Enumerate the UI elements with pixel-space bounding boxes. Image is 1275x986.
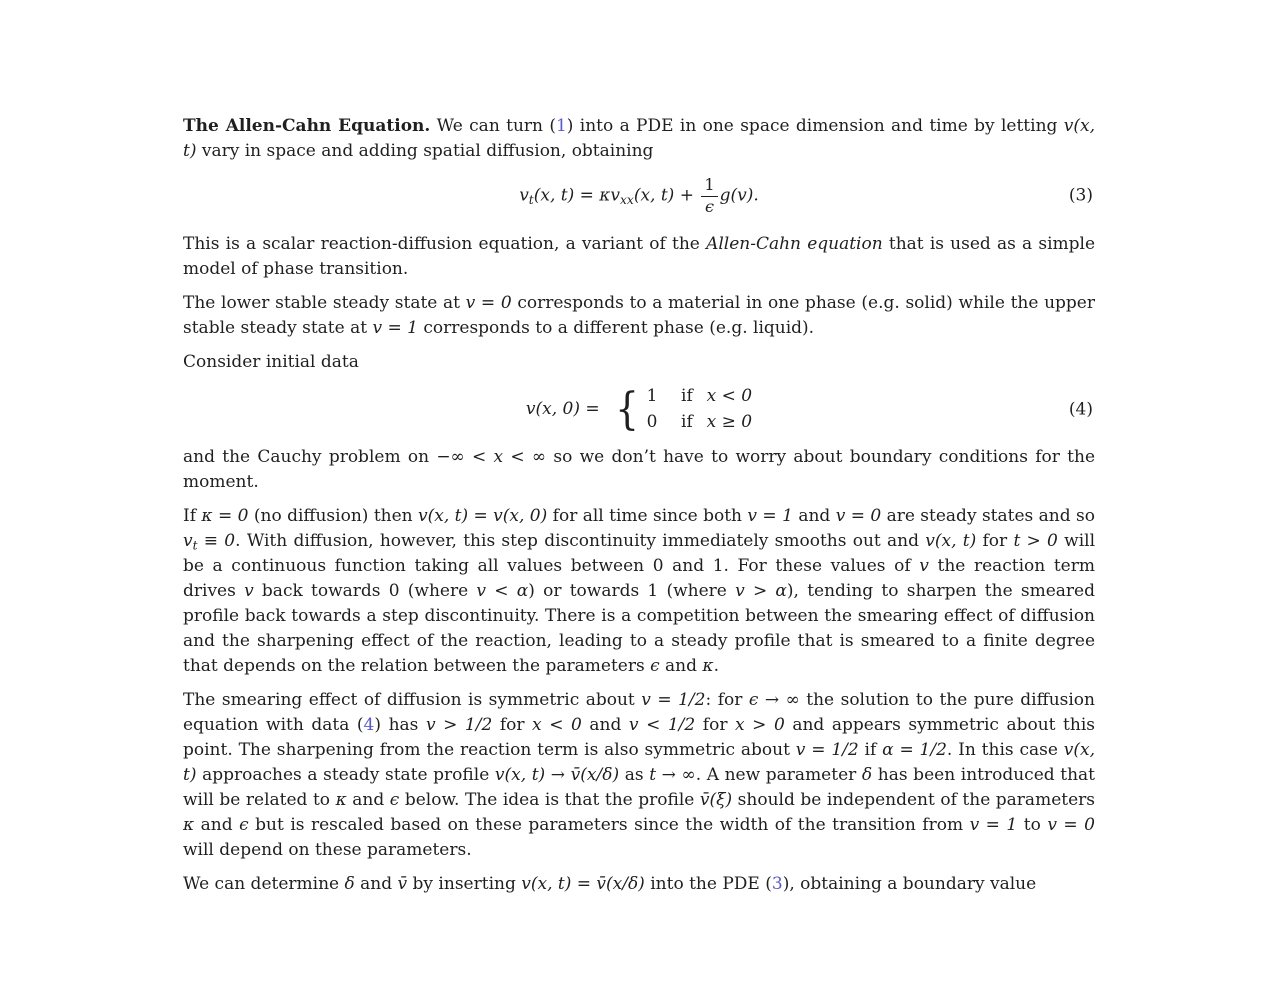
equation-ref-link[interactable]: 3 — [771, 874, 783, 895]
text-run: if — [858, 740, 883, 761]
cases-brace: { — [615, 383, 639, 435]
text-run: will depend on these parameters. — [183, 840, 472, 861]
text-run: This is a scalar reaction-diffusion equation, a variant of the — [183, 234, 707, 255]
text-run: Allen-Cahn equation — [706, 234, 883, 255]
fraction-denominator: ϵ — [704, 196, 715, 216]
text-run: The Allen-Cahn Equation. — [183, 116, 431, 136]
text-run: that is used as a simple model of phase transition. — [183, 234, 1096, 280]
math-run: κ — [183, 815, 195, 836]
text-run: approaches a steady state profile — [196, 765, 495, 786]
math-run: κ = 0 — [201, 506, 249, 527]
case-if-word: if — [681, 386, 699, 407]
math-run: ϵ — [389, 790, 400, 811]
case-expression: x < 0 — [706, 386, 753, 407]
case-value: 0 — [646, 412, 658, 433]
text-run: ), obtaining a boundary value — [782, 874, 1037, 895]
paragraph — [183, 291, 1095, 341]
text-run: and the Cauchy problem on — [183, 447, 437, 468]
text-run: for all time since both — [547, 506, 748, 527]
math-run: v(x, t) → v̄(x/δ) — [494, 765, 620, 786]
math-run: δ — [344, 874, 355, 895]
document-body — [183, 114, 1095, 906]
text-run: and — [581, 715, 629, 736]
math-run: g(v). — [719, 185, 759, 206]
text-run: are steady states and so — [881, 506, 1096, 527]
math-run: v > 1/2 — [425, 715, 493, 736]
equation-content — [526, 384, 752, 435]
math-run: x > 0 — [735, 715, 785, 736]
math-run: −∞ < x < ∞ — [436, 447, 547, 468]
text-run: so we don’t have to worry about boundary conditions for the moment. — [183, 447, 1096, 493]
case-row — [645, 384, 752, 409]
text-run: and appears symmetric about this point. The sharpening from the reaction term is also symmetric about — [183, 715, 1096, 761]
text-run: and — [346, 790, 390, 811]
text-run: . In this case — [946, 740, 1064, 761]
text-run: If — [183, 506, 202, 527]
text-run: by inserting — [407, 874, 522, 895]
text-run: and — [354, 874, 398, 895]
equation-number: (4) — [1068, 399, 1093, 420]
text-run: will be a continuous function taking all values between 0 and 1. For these values of — [183, 531, 1096, 577]
text-run: and — [792, 506, 836, 527]
math-run: v̄(ξ) — [699, 790, 733, 811]
text-run: ) has — [374, 715, 426, 736]
text-run: We can turn ( — [430, 116, 556, 136]
text-run: (no diffusion) then — [248, 506, 419, 527]
math-run: α = 1/2 — [882, 740, 947, 761]
math-run: κ — [335, 790, 347, 811]
case-condition — [681, 410, 752, 435]
math-run: v — [183, 531, 193, 552]
paragraph — [183, 232, 1095, 282]
math-run: v = 1/2 — [795, 740, 859, 761]
math-subscript: t — [528, 193, 534, 207]
math-run: v(x, t) — [183, 116, 1095, 161]
math-subscript: t — [192, 538, 198, 553]
text-run: below. The idea is that the profile — [399, 790, 700, 811]
math-run: t > 0 — [1013, 531, 1058, 552]
text-run: as — [619, 765, 650, 786]
text-run: : for — [705, 690, 749, 711]
equation-content — [519, 176, 759, 216]
text-run: . A new parameter — [695, 765, 862, 786]
math-run: x < 0 — [532, 715, 582, 736]
paragraph — [183, 872, 1095, 897]
math-run: v(x, t) — [925, 531, 977, 552]
paragraph — [183, 114, 1095, 164]
math-run: v = 0 — [835, 506, 882, 527]
math-run: κ — [702, 656, 714, 677]
math-subscript: xx — [620, 193, 634, 207]
text-run: and — [194, 815, 240, 836]
math-run: v = 1 — [747, 506, 793, 527]
text-run: back towards 0 (where — [253, 581, 477, 602]
math-run: v < 1/2 — [628, 715, 696, 736]
text-run: vary in space and adding spatial diffusion, obtaining — [196, 141, 654, 161]
text-run: ) or towards 1 (where — [528, 581, 736, 602]
math-run: (x, t) = κv — [533, 185, 621, 206]
math-run: v = 1 — [969, 815, 1018, 836]
case-if-word: if — [681, 412, 699, 433]
text-run: ) into a PDE in one space dimension and time by letting — [566, 116, 1064, 136]
display-equation — [183, 384, 1095, 435]
equation-ref-link[interactable]: 1 — [555, 116, 567, 136]
text-run: and — [659, 656, 703, 677]
text-run: but is rescaled based on these parameters since the width of the transition from — [248, 815, 970, 836]
math-run: (x, t) + — [633, 185, 700, 206]
text-run: corresponds to a material in one phase (e.g. solid) while the upper stable steady state at — [183, 293, 1095, 339]
text-run: has been introduced that will be related to — [183, 765, 1095, 811]
math-run: v̄ — [397, 874, 408, 895]
text-run: The smearing effect of diffusion is symmetric about — [183, 690, 642, 711]
math-run: ≡ 0 — [197, 531, 236, 552]
math-run: v = 0 — [465, 293, 512, 314]
equation-ref-link[interactable]: 4 — [363, 715, 375, 736]
text-run: The lower stable steady state at — [183, 293, 466, 314]
text-run: corresponds to a different phase (e.g. liquid). — [417, 318, 815, 339]
math-run: v(x, t) = v̄(x/δ) — [521, 874, 645, 895]
text-run: for — [695, 715, 736, 736]
text-run: should be independent of the parameters — [732, 790, 1095, 811]
paragraph — [183, 445, 1095, 495]
display-equation — [183, 176, 1095, 216]
math-run: v(x, t) — [183, 740, 1095, 786]
case-row — [645, 410, 752, 435]
text-run: for — [492, 715, 533, 736]
math-run: v < α — [476, 581, 529, 602]
text-run: the solution to the pure diffusion equation with data ( — [183, 690, 1095, 736]
cases-block — [645, 384, 752, 435]
math-run: v = 0 — [1047, 815, 1095, 836]
equation-number: (3) — [1068, 185, 1093, 206]
text-run: Consider initial data — [183, 352, 359, 373]
fraction-numerator: 1 — [701, 176, 717, 197]
math-run: v = 1/2 — [641, 690, 706, 711]
math-run: v > α — [735, 581, 787, 602]
paragraph — [183, 350, 1095, 375]
paragraph — [183, 504, 1095, 679]
math-run: δ — [861, 765, 873, 786]
case-condition — [681, 384, 752, 409]
math-run: v — [244, 581, 254, 602]
inline-fraction — [701, 176, 717, 216]
math-run: t → ∞ — [649, 765, 696, 786]
paragraph — [183, 688, 1095, 863]
case-expression: x ≥ 0 — [706, 412, 753, 433]
text-run: ), tending to sharpen the smeared profile back towards a step discontinuity. There is a competition between the smearing effect of diffusion and the sharpening effect of the reaction, leading to a steady profile that is smeared to a finite degree that depends on the relation between the parameters — [183, 581, 1095, 677]
math-run: ϵ → ∞ — [748, 690, 800, 711]
math-run: v(x, t) = v(x, 0) — [418, 506, 548, 527]
text-run: . With diffusion, however, this step discontinuity immediately smooths out and — [235, 531, 926, 552]
math-run: v(x, 0) = — [525, 399, 606, 420]
math-run: v — [519, 185, 529, 206]
text-run: for — [976, 531, 1014, 552]
text-run: . — [713, 656, 719, 677]
text-run: the reaction term drives — [183, 556, 1095, 602]
text-run: into the PDE ( — [644, 874, 772, 895]
math-run: v — [919, 556, 929, 577]
text-run: to — [1017, 815, 1048, 836]
text-run: We can determine — [183, 874, 345, 895]
math-run: ϵ — [650, 656, 660, 677]
math-run: v = 1 — [372, 318, 418, 339]
math-run: ϵ — [239, 815, 249, 836]
case-value: 1 — [646, 386, 658, 407]
